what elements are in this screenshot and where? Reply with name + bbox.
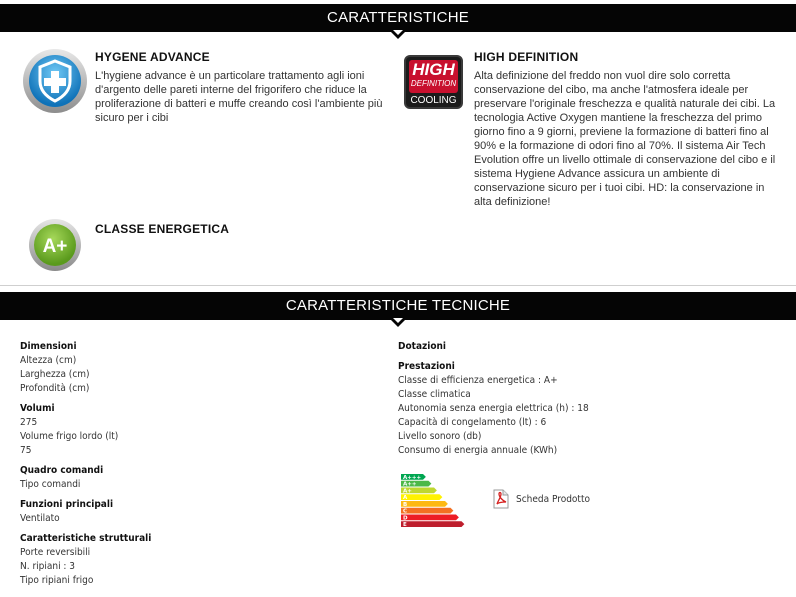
spec-group-heading: Funzioni principali — [20, 499, 114, 510]
shield-cross-icon — [22, 47, 88, 115]
spec-row: N. ripiani : 3 — [20, 561, 76, 572]
spec-row: 275 — [20, 417, 38, 428]
spec-row: Consumo di energia annuale (KWh) — [398, 445, 558, 456]
specs-left-column — [20, 340, 380, 594]
specs-right-column — [398, 340, 778, 464]
banner-notch — [391, 32, 405, 39]
energy-class-badge-icon — [28, 218, 82, 272]
logo-line2: DEFINITION — [410, 79, 457, 88]
spec-group-heading: Volumi — [20, 403, 55, 414]
feature-description: L'hygiene advance è un particolare trattamento agli ioni d'argento delle pareti interne del frigorifero che riduce la proliferazione di batteri e muffe creando così l'ambiente più sicuro per i cibi — [95, 70, 383, 124]
spec-group-heading: Quadro comandi — [20, 465, 104, 476]
energy-label-chart[interactable] — [401, 474, 471, 528]
spec-group — [20, 498, 380, 526]
energy-class-label: A++ — [403, 481, 417, 488]
energy-class-label: C — [403, 508, 408, 515]
spec-row: Larghezza (cm) — [20, 369, 90, 380]
spec-row: Ventilato — [20, 513, 60, 524]
divider — [0, 285, 796, 286]
spec-group — [20, 532, 380, 588]
feature-title: HYGENE ADVANCE — [95, 50, 210, 64]
spec-row: Altezza (cm) — [20, 355, 77, 366]
spec-group — [398, 360, 778, 458]
energy-class-bar — [401, 488, 437, 495]
energy-class-bar — [401, 481, 431, 488]
product-sheet-label[interactable]: Scheda Prodotto — [516, 493, 590, 505]
spec-group — [398, 340, 778, 354]
energy-class-bar-shape — [401, 521, 464, 527]
spec-row: Volume frigo lordo (lt) — [20, 431, 119, 442]
energy-class-bar — [401, 494, 442, 501]
feature-description: Alta definizione del freddo non vuol dire solo corretta conservazione del cibo, ma anche l'atmosfera ideale per preservare l'originale freschezza e qualità naturale dei cibi. La tecnologia Active Oxygen mantiene la freschezza del primo giorno fino a 9 giorni, previene la formazione di batteri fino al 90% e la formazione di odori fino al 70%. Il sistema Air Tech Evolution offre un livello ottimale di conservazione del cibo e il sistema Hygiene Advance assicura un ambiente di conservazione sicuro per i tuoi cibi. HD: la conservazione in alta definizione! — [474, 70, 776, 208]
energy-class-label: A+ — [403, 488, 412, 495]
spec-row: Autonomia senza energia elettrica (h) : 18 — [398, 403, 589, 414]
energy-class-label: A+++ — [403, 474, 422, 481]
energy-class-bar — [401, 501, 448, 508]
energy-class-bar — [401, 515, 459, 522]
spec-row: 75 — [20, 445, 32, 456]
energy-class-bar — [401, 508, 453, 515]
hd-cooling-logo — [404, 55, 463, 109]
energy-class-bar-shape — [401, 501, 448, 507]
spec-row: Porte reversibili — [20, 547, 91, 558]
spec-row: Classe climatica — [398, 389, 471, 400]
energy-class-bar — [401, 521, 464, 528]
product-sheet-link[interactable] — [492, 489, 590, 509]
section-title: CARATTERISTICHE — [327, 9, 469, 26]
energy-class-label: D — [403, 515, 408, 522]
energy-class-bar-shape — [401, 508, 453, 514]
spec-group — [20, 402, 380, 458]
energy-class-label: E — [403, 522, 407, 528]
energy-class-bar-shape — [401, 515, 459, 521]
energy-class-bar — [401, 474, 426, 481]
spec-row: Classe di efficienza energetica : A+ — [398, 375, 558, 386]
spec-group — [20, 464, 380, 492]
energy-class-label: B — [403, 501, 408, 508]
section-header-caratteristiche-tecniche — [0, 292, 796, 320]
energy-badge-text: A+ — [42, 236, 68, 257]
feature-title: CLASSE ENERGETICA — [95, 222, 230, 236]
spec-row: Tipo ripiani frigo — [20, 575, 94, 586]
spec-group-heading: Prestazioni — [398, 361, 455, 372]
spec-group — [20, 340, 380, 396]
section-title: CARATTERISTICHE TECNICHE — [285, 297, 511, 314]
spec-group-heading: Dotazioni — [398, 341, 447, 352]
spec-row: Capacità di congelamento (lt) : 6 — [398, 417, 547, 428]
energy-class-label: A — [403, 495, 408, 501]
spec-group-heading: Caratteristiche strutturali — [20, 533, 152, 544]
feature-title: HIGH DEFINITION — [474, 50, 579, 64]
banner-notch — [391, 320, 405, 327]
spec-group-heading: Dimensioni — [20, 341, 77, 352]
logo-line3: COOLING — [410, 95, 457, 106]
pdf-icon — [492, 489, 510, 509]
section-header-caratteristiche — [0, 4, 796, 32]
spec-row: Tipo comandi — [20, 479, 81, 490]
spec-row: Livello sonoro (db) — [398, 431, 482, 442]
logo-line1: HIGH — [412, 60, 455, 79]
spec-row: Profondità (cm) — [20, 383, 90, 394]
